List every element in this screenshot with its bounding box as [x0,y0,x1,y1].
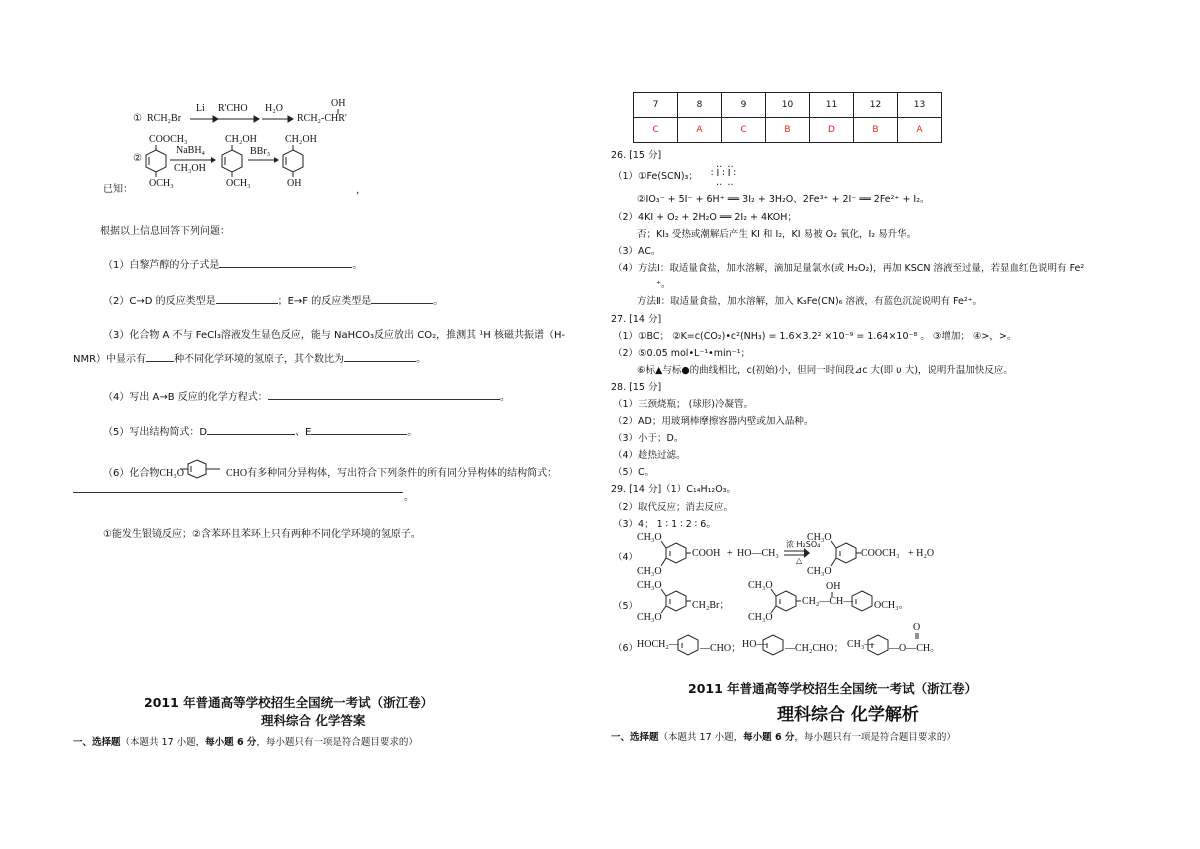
eq5-ch2br: CH₂Br； [692,600,730,611]
q26-line-8: 方法Ⅱ：取适量食盐，加水溶解，加入 K₃Fe(CN)₆ 溶液，有蓝色沉淀说明有 Fe²⁺。 [637,296,983,307]
q2-mid: ；E→F 的反应类型是 [277,296,372,307]
scheme2-number: ② [133,153,142,164]
answer-cell: B [766,118,810,143]
scheme2-oh: OH [287,178,302,189]
q6-end: 。 [404,492,414,503]
answer-cell: D [810,118,854,143]
eq6-ch3: CH₃— [847,639,875,650]
scheme2-comma: ， [356,185,366,196]
q29-line-3: （3）4； 1 ∶ 1 ∶ 2 ∶ 6。 [613,519,716,530]
q6-conditions: ①能发生银镜反应；②含苯环且苯环上只有两种不同化学环境的氢原子。 [103,529,421,540]
q26-line-4: 否；KI₃ 受热或潮解后产生 KI 和 I₂，KI 易被 O₂ 氧化，I₂ 易升华。 [637,229,917,240]
q6-post: 有多种同分异构体，写出符合下列条件的所有同分异构体的结构简式： [247,468,558,479]
eq4-condition-top: 浓 H₂SO₄ [786,540,821,549]
scheme2-cooch3: COOCH₃ [149,134,188,145]
q26-header: 26. [15 分] [611,150,662,161]
eq5-ch3o-top-2: CH₃O [748,580,773,591]
scheme1-reagent-li: Li [196,103,205,114]
q3-end: 。 [416,354,427,365]
q28-header: 28. [15 分] [611,382,662,393]
right-section-body: （本题共 17 小题， [658,732,744,743]
eq5-ch3o-top: CH₃O [637,580,662,591]
eq4-ch3o-bottom: CH₃O [637,566,662,577]
scheme2-ch2oh-b: CH₂OH [285,134,317,145]
right-section-bold: 每小题 6 分 [743,732,795,743]
q4-text: （4）写出 A→B 反应的化学方程式： [103,392,268,403]
q5-end: 。 [407,427,418,438]
q27-line-1: （1）①BC； ②K=c(CO₂)•c²(NH₃) = 1.6×3.2² ×10⁻⁹ = 1.64×10⁻⁸ 。 ③增加； ④>，>。 [613,331,1017,342]
scheme1-product: RCH₂-CHR' [297,113,347,124]
left-section-body: （本题共 17 小题， [120,737,206,748]
eq4-water: + H₂O [908,548,935,559]
eq4-cooch3: COOCH₃ [861,548,900,559]
left-subtitle: 理科综合 化学答案 [261,713,366,728]
table-cell: 11 [810,93,854,118]
table-cell: 9 [722,93,766,118]
left-title: 2011 年普通高等学校招生全国统一考试（浙江卷） [144,695,434,710]
q1-end: 。 [352,260,363,271]
q27-line-2: （2）⑤0.05 mol•L⁻¹•min⁻¹； [613,348,750,359]
q4-end: 。 [499,392,510,403]
q3-mid: 种不同化学环境的氢原子，其个数比为 [174,354,345,365]
eq5-number: （5） [613,601,639,612]
q27-header: 27. [14 分] [611,314,662,325]
q5-mid: 、E [295,427,312,438]
table-cell: 13 [898,93,942,118]
table-cell: 10 [766,93,810,118]
answer-cell: C [634,118,678,143]
q6-cho: CHO [225,468,248,479]
eq5-chain: CH₂—CH— [802,596,854,607]
known-label: 已知： [103,184,133,195]
eq4-plus: + [727,548,733,559]
eq5-och3: OCH₃。 [874,600,909,611]
scheme2-reagent-nabh4: NaBH₄ [176,145,206,156]
scheme1-product-oh: OH [331,98,346,109]
q5-text: （5）写出结构简式：D [103,427,208,438]
q28-line-4: （4）趁热过滤。 [613,450,686,461]
eq4-ch3o-top: CH₃O [637,532,662,543]
q26-dots-bottom: ‥ ‥ [716,177,735,188]
eq6-carbonyl-o: O [913,622,921,633]
q2-text: （2）C→D 的反应类型是 [103,296,216,307]
q26-dots-top: ‥ ‥ [716,159,735,170]
q26-line-5: （3）AC。 [613,246,661,257]
left-section-head: 一、选择题 [73,737,121,748]
q28-line-3: （3）小于；D。 [613,433,684,444]
eq4-ch3o-top-2: CH₃O [807,532,832,543]
eq4-cooh: COOH [692,548,721,559]
q6-text: （6）化合物 [103,468,160,479]
eq5-ch3o-bottom-2: CH₃O [748,612,773,623]
q2-end: 。 [433,296,444,307]
q26-line-6: （4）方法Ⅰ：取适量食盐，加水溶解，滴加足量氯水(或 H₂O₂)，再加 KSCN 溶液至过量，若显血红色说明有 Fe² [613,263,1085,274]
scheme2-och3-b: OCH₃ [226,178,251,189]
left-section-bold: 每小题 6 分 [205,737,257,748]
question-3-line-1: （3）化合物 A 不与 FeCl₃溶液发生显色反应，能与 NaHCO₃反应放出 CO₂，推测其 ¹H 核磁共振谱（H- [103,330,566,341]
q29-header: 29. [14 分]（1）C₁₄H₁₂O₃。 [611,484,736,495]
eq4-methanol: HO—CH₃ [737,548,779,559]
eq6-ho: HO— [742,639,767,650]
table-cell: 12 [854,93,898,118]
q28-line-1: （1）三颈烧瓶； (球形)冷凝管。 [613,399,753,410]
right-subtitle: 理科综合 化学解析 [777,705,919,725]
q27-line-3: ⑥标▲与标●的曲线相比，c(初始)小，但同一时间段⊿c 大(即 υ 大)，说明升温加快反应。 [637,365,1013,376]
scheme2-reagent-bbr3: BBr₃ [250,146,271,157]
scheme1-reagent-aldehyde: R'CHO [218,103,248,114]
eq5-ch3o-bottom: CH₃O [637,612,662,623]
q29-line-2: （2）取代反应；消去反应。 [613,502,734,513]
eq6-ester: —O—CH。 [889,643,941,654]
eq4-number: （4） [613,552,639,563]
eq6-ch2cho: —CH₂CHO； [785,643,844,654]
q28-line-5: （5）C。 [613,467,655,478]
eq4-condition-bottom: △ [796,556,803,565]
eq6-number: （6） [613,643,639,654]
right-section-header [611,729,956,743]
scheme2-ch2oh: CH₂OH [225,134,257,145]
q6-ch3o: CH₃O [159,468,184,479]
right-section-head: 一、选择题 [611,732,659,743]
answer-cell: A [898,118,942,143]
right-title: 2011 年普通高等学校招生全国统一考试（浙江卷） [688,681,978,696]
eq6-hoch2: HOCH₂— [637,639,679,650]
answer-cell: A [678,118,722,143]
scheme1-number: ① [133,113,142,124]
q26-line-3: （2）4KI + O₂ + 2H₂O ══ 2I₂ + 4KOH； [613,212,797,223]
q26-iodine-structure: ∶ I ∶ I ∶ [711,168,737,179]
scheme2-och3: OCH₃ [149,178,174,189]
intro-text: 根据以上信息回答下列问题： [100,226,230,237]
q28-line-2: （2）AD；用玻璃棒摩擦容器内壁或加入晶种。 [613,416,814,427]
left-section-tail: ，每小题只有一项是符合题目要求的） [256,737,418,748]
answer-cell: B [854,118,898,143]
q26-line-7: ⁺。 [656,279,671,290]
q3-text: NMR）中显示有 [73,354,147,365]
q1-text: （1）白黎芦醇的分子式是 [103,260,220,271]
q26-line-1: （1）①Fe(SCN)₃； [613,171,698,182]
q26-line-2: ②IO₃⁻ + 5I⁻ + 6H⁺ ══ 3I₂ + 3H₂O、2Fe³⁺ + 2I⁻ ══ 2Fe²⁺ + I₂。 [637,194,930,205]
right-section-tail: ，每小题只有一项是符合题目要求的） [794,732,956,743]
eq5-oh: OH [826,581,841,592]
table-cell: 7 [634,93,678,118]
scheme1-reagent-water: H₂O [265,103,283,114]
answer-cell: C [722,118,766,143]
scheme1-reactant: RCH₂Br [147,113,182,124]
table-cell: 8 [678,93,722,118]
eq4-ch3o-bottom-2: CH₃O [807,566,832,577]
scheme2-reagent-ch3oh: CH₃OH [174,163,206,174]
eq6-cho: —CHO； [700,643,742,654]
